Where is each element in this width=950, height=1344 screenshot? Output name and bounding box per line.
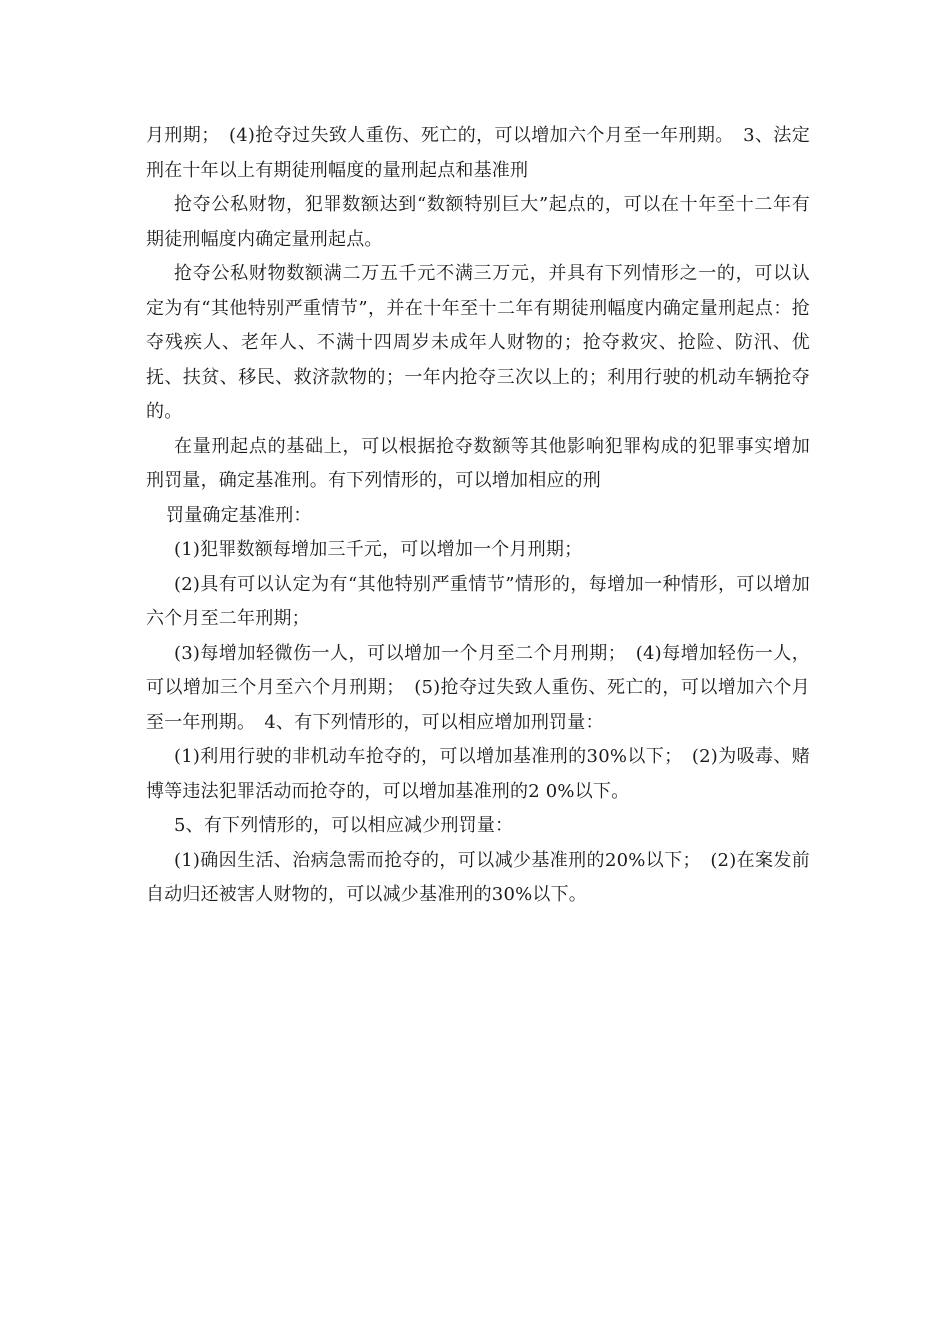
document-body bbox=[146, 119, 810, 913]
paragraph-10: 5、有下列情形的，可以相应减少刑罚量： bbox=[174, 815, 514, 836]
paragraph-9: (1)利用行驶的非机动车抢夺的，可以增加基准刑的30%以下； (2)为吸毒、赌博等违法犯罪活动而抢夺的，可以增加基准刑的2 0%以下。 bbox=[146, 746, 810, 802]
paragraph-1: 月刑期； (4)抢夺过失致人重伤、死亡的，可以增加六个月至一年刑期。 3、法定刑在十年以上有期徒刑幅度的量刑起点和基准刑 bbox=[146, 125, 810, 181]
paragraph-6: (1)犯罪数额每增加三千元，可以增加一个月刑期； bbox=[174, 539, 583, 560]
paragraph-8: (3)每增加轻微伤一人，可以增加一个月至二个月刑期； (4)每增加轻伤一人，可以增加三个月至六个月刑期； (5)抢夺过失致人重伤、死亡的，可以增加六个月至一年刑期。 4、有下列情形的，可以相应增加刑罚量： bbox=[146, 642, 810, 733]
paragraph-3: 抢夺公私财物数额满二万五千元不满三万元，并具有下列情形之一的，可以认定为有“其他特别严重情节”，并在十年至十二年有期徒刑幅度内确定量刑起点：抢夺残疾人、老年人、不满十四周岁未成年人财物的；抢夺救灾、抢险、防汛、优抚、扶贫、移民、救济款物的；一年内抢夺三次以上的；利用行驶的机动车辆抢夺的。 bbox=[146, 263, 810, 422]
paragraph-2: 抢夺公私财物，犯罪数额达到“数额特别巨大”起点的，可以在十年至十二年有期徒刑幅度内确定量刑起点。 bbox=[146, 194, 810, 250]
paragraph-7: (2)具有可以认定为有“其他特别严重情节”情形的，每增加一种情形，可以增加六个月至二年刑期； bbox=[146, 573, 810, 629]
paragraph-11: (1)确因生活、治病急需而抢夺的，可以减少基准刑的20%以下； (2)在案发前自动归还被害人财物的，可以减少基准刑的30%以下。 bbox=[146, 849, 810, 905]
paragraph-5: 罚量确定基准刑： bbox=[166, 504, 312, 526]
paragraph-4: 在量刑起点的基础上，可以根据抢夺数额等其他影响犯罪构成的犯罪事实增加刑罚量，确定基准刑。有下列情形的，可以增加相应的刑 bbox=[146, 435, 810, 491]
